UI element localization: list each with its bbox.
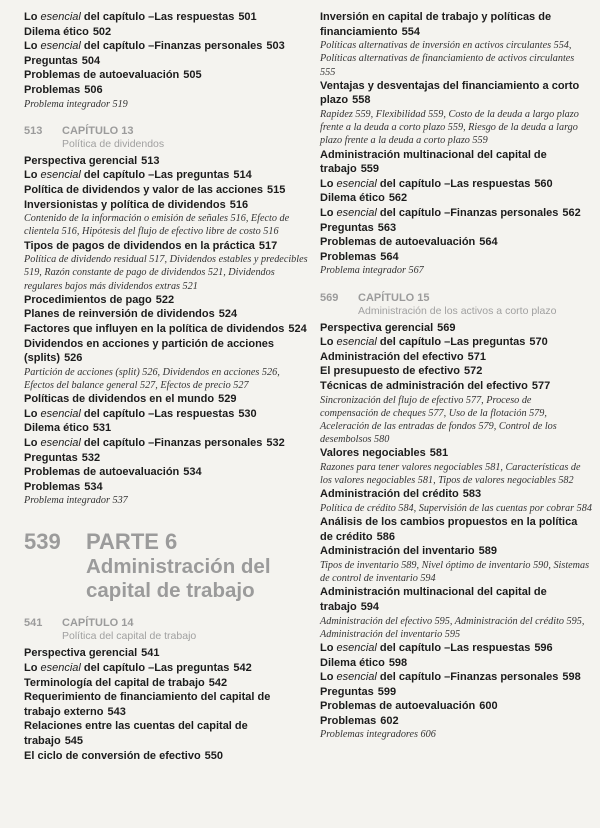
entry-title: Tipos de pagos de dividendos en la práctica <box>24 239 255 252</box>
entry-page-number: 532 <box>266 436 285 449</box>
entry-page-number: 530 <box>238 407 257 420</box>
entry-page-number: 589 <box>478 545 497 558</box>
entry-title-rest: del capítulo –Finanzas personales <box>80 436 263 449</box>
toc-entry <box>24 322 308 337</box>
toc-entry <box>24 83 308 98</box>
entry-page-number: 541 <box>141 647 160 660</box>
toc-entry <box>24 646 308 661</box>
chapter-label: CAPÍTULO 14 <box>62 617 134 630</box>
entry-title: Valores negociables <box>320 447 426 460</box>
toc-entry <box>24 293 308 308</box>
toc-entry <box>320 379 592 394</box>
entry-page-number: 522 <box>155 293 175 306</box>
toc-entry <box>24 451 308 466</box>
toc-entry <box>24 407 308 422</box>
entry-title-italic: esencial <box>40 40 81 53</box>
entry-title: Dilema ético <box>24 422 89 435</box>
entry-page-number: 558 <box>352 94 371 107</box>
toc-left-column <box>24 10 308 763</box>
toc-subentries: Sincronización del flujo de efectivo 577, Proceso de compensación de cheques 577, Uso de la flotación 579, Aceleración de las entradas de fondos 579, Control de los desembolsos 580 <box>320 394 557 446</box>
entry-title: Perspectiva gerencial <box>320 321 434 334</box>
toc-entry <box>320 177 592 192</box>
toc-entry <box>24 183 308 198</box>
entry-page-number: 599 <box>377 685 397 698</box>
entry-page-number: 562 <box>562 206 581 219</box>
entry-page-number: 517 <box>258 239 278 252</box>
entry-title-italic: esencial <box>40 169 81 182</box>
entry-title: Lo <box>320 177 337 190</box>
entry-title: Administración del inventario <box>320 545 475 558</box>
entry-title: Terminología del capital de trabajo <box>24 676 205 689</box>
entry-title: Lo <box>320 671 337 684</box>
toc-entry <box>320 10 592 39</box>
entry-page-number: 570 <box>529 336 548 349</box>
entry-page-number: 564 <box>479 236 498 249</box>
toc-subentries: Partición de acciones (split) 526, Dividendos en acciones 526, Efectos del balance general 527, Efectos de precio 527 <box>24 366 280 391</box>
toc-entry <box>24 198 308 213</box>
toc-entry <box>320 148 592 177</box>
entry-title: Problemas <box>320 250 377 263</box>
toc-entry <box>320 585 592 614</box>
entry-title-italic: esencial <box>336 671 377 684</box>
entry-page-number: 598 <box>388 656 408 669</box>
toc-entry <box>320 321 592 336</box>
toc-subentries: Política de crédito 584, Supervisión de las cuentas por cobrar 584 <box>320 502 592 514</box>
entry-title: Administración multinacional del capital de trabajo <box>320 586 547 613</box>
chapter-title: Política del capital de trabajo <box>62 630 197 643</box>
entry-page-number: 563 <box>377 221 397 234</box>
toc-subentries: Problema integrador 519 <box>24 98 128 110</box>
toc-entry <box>320 487 592 502</box>
entry-title: Administración del efectivo <box>320 350 464 363</box>
toc-entry <box>24 168 308 183</box>
entry-page-number: 501 <box>238 11 257 23</box>
toc-subentries: Problema integrador 567 <box>320 265 424 277</box>
chapter-13-heading <box>24 125 308 150</box>
toc-subentries: Problemas integradores 606 <box>320 729 436 741</box>
entry-title: Dilema ético <box>320 192 385 205</box>
toc-subentries: Administración del efectivo 595, Administración del crédito 595, Administración del inventario 595 <box>320 615 585 640</box>
entry-title: Lo <box>24 662 41 675</box>
entry-title: Problemas de autoevaluación <box>320 236 476 249</box>
toc-entry <box>24 68 308 83</box>
entry-title-rest: del capítulo –Las respuestas <box>80 11 235 23</box>
entry-title-rest: del capítulo –Las respuestas <box>80 407 235 420</box>
toc-entry <box>320 350 592 365</box>
entry-title-rest: del capítulo –Las respuestas <box>376 641 531 654</box>
entry-page-number: 598 <box>562 671 581 684</box>
chapter-14-heading <box>24 617 308 642</box>
entry-title: Lo <box>24 169 41 182</box>
entry-page-number: 505 <box>183 69 202 82</box>
entry-title: Lo <box>24 40 41 53</box>
toc-entry <box>320 206 592 221</box>
entry-title-italic: esencial <box>336 177 377 190</box>
entry-page-number: 560 <box>534 177 553 190</box>
entry-page-number: 550 <box>204 749 224 762</box>
entry-page-number: 504 <box>81 54 101 67</box>
entry-title: Inversionistas y política de dividendos <box>24 198 226 211</box>
entry-page-number: 526 <box>64 352 83 365</box>
toc-entry <box>320 364 592 379</box>
toc-entry <box>320 250 592 265</box>
toc-entry <box>24 39 308 54</box>
entry-page-number: 572 <box>463 365 483 378</box>
part-page-number: 539 <box>24 529 61 555</box>
entry-page-number: 545 <box>64 735 84 748</box>
chapter-title: Administración de los activos a corto plazo <box>358 304 557 317</box>
entry-title-rest: del capítulo –Finanzas personales <box>376 671 559 684</box>
toc-entry <box>320 699 592 714</box>
chapter-label: CAPÍTULO 15 <box>358 291 430 304</box>
entry-title: Inversión en capital de trabajo y políticas de financiamiento <box>320 11 552 38</box>
entry-title-rest: del capítulo –Las preguntas <box>376 336 526 349</box>
entry-page-number: 529 <box>218 393 237 406</box>
entry-title: Planes de reinversión de dividendos <box>24 308 215 321</box>
entry-title: Problemas <box>24 480 81 493</box>
chapter-page-number: 569 <box>320 291 339 304</box>
toc-subentries: Política de dividendo residual 517, Dividendos estables y predecibles 519, Razón constante de pago de dividendos 521, Dividendos regulares bajos más dividendos extras 521 <box>24 254 308 292</box>
entry-title: Procedimientos de pago <box>24 293 152 306</box>
entry-title: Dilema ético <box>24 25 89 38</box>
entry-title: Factores que influyen en la política de dividendos <box>24 322 285 335</box>
entry-page-number: 602 <box>380 714 399 727</box>
toc-entry <box>24 661 308 676</box>
entry-page-number: 596 <box>534 641 553 654</box>
entry-title: Problemas de autoevaluación <box>24 466 180 479</box>
toc-entry <box>320 515 592 544</box>
toc-entry <box>24 480 308 495</box>
toc-entry <box>24 337 308 366</box>
entry-title-italic: esencial <box>336 336 377 349</box>
toc-right-column <box>320 10 592 742</box>
entry-title: Lo <box>320 641 337 654</box>
entry-title: Perspectiva gerencial <box>24 154 138 167</box>
toc-entry <box>320 446 592 461</box>
chapter-15-heading <box>320 292 592 317</box>
entry-page-number: 506 <box>84 83 103 96</box>
part-6-heading <box>24 529 308 603</box>
toc-subentries: Contenido de la información o emisión de señales 516, Efecto de clientela 516, Hipótesis del flujo de efectivo libre de costo 516 <box>24 213 290 238</box>
entry-page-number: 564 <box>380 250 399 263</box>
toc-entry <box>24 10 308 25</box>
entry-page-number: 515 <box>267 183 286 196</box>
entry-page-number: 542 <box>233 662 252 675</box>
toc-entry <box>24 749 308 764</box>
entry-title: Lo <box>320 206 337 219</box>
toc-entry <box>24 25 308 40</box>
part-label: PARTE 6 <box>86 529 178 555</box>
entry-title: Perspectiva gerencial <box>24 647 138 660</box>
entry-title: Ventajas y desventajas del financiamiento a corto plazo <box>320 79 580 107</box>
entry-title-italic: esencial <box>40 436 81 449</box>
entry-page-number: 543 <box>107 705 126 718</box>
toc-entry <box>320 714 592 729</box>
entry-page-number: 571 <box>467 350 487 363</box>
entry-title: Preguntas <box>24 451 78 464</box>
toc-entry <box>24 719 308 748</box>
entry-title: El presupuesto de efectivo <box>320 365 460 378</box>
chapter-title: Política de dividendos <box>62 137 165 150</box>
toc-subentries: Políticas alternativas de inversión en activos circulantes 554, Políticas alternativas de financiamiento de activos circulantes 555 <box>320 40 575 78</box>
entry-title: Lo <box>24 436 41 449</box>
entry-page-number: 577 <box>531 379 551 392</box>
entry-title: Preguntas <box>320 221 374 234</box>
entry-page-number: 581 <box>429 447 449 460</box>
entry-title: Dividendos en acciones y partición de acciones (splits) <box>24 337 275 365</box>
entry-title: Preguntas <box>24 54 78 67</box>
toc-entry <box>24 307 308 322</box>
entry-title-rest: del capítulo –Finanzas personales <box>80 40 263 53</box>
toc-entry <box>24 436 308 451</box>
entry-page-number: 524 <box>218 308 238 321</box>
entry-title: Problemas <box>320 714 377 727</box>
chapter-page-number: 513 <box>24 124 43 137</box>
toc-entry <box>24 421 308 436</box>
toc-entry <box>320 191 592 206</box>
entry-page-number: 513 <box>141 154 160 167</box>
entry-title: Administración multinacional del capital de trabajo <box>320 148 547 176</box>
toc-entry <box>320 685 592 700</box>
toc-subentries: Tipos de inventario 589, Nivel óptimo de inventario 590, Sistemas de control de inventario 594 <box>320 559 590 585</box>
entry-title-rest: del capítulo –Finanzas personales <box>376 206 559 219</box>
entry-title-italic: esencial <box>40 11 81 23</box>
entry-page-number: 502 <box>92 25 112 38</box>
toc-entry <box>24 676 308 691</box>
entry-title: Políticas de dividendos en el mundo <box>24 393 215 406</box>
entry-title: El ciclo de conversión de efectivo <box>24 749 201 762</box>
entry-page-number: 542 <box>208 676 228 689</box>
entry-title-italic: esencial <box>336 641 377 654</box>
toc-subentries: Rapidez 559, Flexibilidad 559, Costo de la deuda a largo plazo frente a la deuda a corto plazo 559, Riesgo de la deuda a largo plazo frente a la deuda a corto plazo 559 <box>320 108 579 147</box>
toc-entry <box>320 544 592 559</box>
entry-page-number: 514 <box>233 169 252 182</box>
entry-page-number: 586 <box>376 530 395 543</box>
toc-subentries: Problema integrador 537 <box>24 495 128 507</box>
entry-title-rest: del capítulo –Las preguntas <box>80 662 230 675</box>
entry-title-italic: esencial <box>40 407 81 420</box>
toc-entry <box>24 54 308 69</box>
entry-title: Técnicas de administración del efectivo <box>320 379 528 392</box>
entry-title: Relaciones entre las cuentas del capital de trabajo <box>24 720 248 748</box>
entry-title: Análisis de los cambios propuestos en la política de crédito <box>320 516 578 543</box>
chapter-label: CAPÍTULO 13 <box>62 124 134 137</box>
entry-title: Problemas de autoevaluación <box>320 700 476 713</box>
entry-title: Problemas de autoevaluación <box>24 69 180 82</box>
entry-title-rest: del capítulo –Las respuestas <box>376 177 531 190</box>
entry-page-number: 532 <box>81 451 101 464</box>
toc-entry <box>320 79 592 108</box>
entry-title: Preguntas <box>320 685 374 698</box>
entry-title: Requerimiento de financiamiento del capital de trabajo externo <box>24 691 271 718</box>
toc-entry <box>24 239 308 254</box>
entry-page-number: 531 <box>92 422 112 435</box>
entry-title: Lo <box>320 336 337 349</box>
toc-entry <box>320 335 592 350</box>
entry-page-number: 583 <box>462 488 482 501</box>
toc-entry <box>320 670 592 685</box>
entry-page-number: 554 <box>401 25 420 38</box>
entry-title: Política de dividendos y valor de las acciones <box>24 183 264 196</box>
entry-title-italic: esencial <box>40 662 81 675</box>
toc-subentries: Razones para tener valores negociables 581, Características de los valores negociables 581, Tipos de valores negociables 582 <box>320 461 581 487</box>
toc-entry <box>24 154 308 169</box>
entry-title: Problemas <box>24 83 81 96</box>
entry-title-rest: del capítulo –Las preguntas <box>80 169 230 182</box>
part-title-line-2: capital de trabajo <box>86 579 255 603</box>
entry-page-number: 600 <box>479 700 498 713</box>
entry-page-number: 503 <box>266 40 285 53</box>
entry-page-number: 562 <box>388 192 408 205</box>
entry-page-number: 534 <box>183 466 202 479</box>
entry-page-number: 534 <box>84 480 103 493</box>
entry-page-number: 569 <box>437 321 456 334</box>
toc-entry <box>24 465 308 480</box>
toc-entry <box>320 656 592 671</box>
toc-entry <box>320 235 592 250</box>
toc-entry <box>24 690 308 719</box>
entry-page-number: 594 <box>360 600 380 613</box>
entry-title-italic: esencial <box>336 206 377 219</box>
toc-entry <box>320 641 592 656</box>
part-title-line-1: Administración del <box>86 555 271 579</box>
toc-entry <box>24 392 308 407</box>
toc-entry <box>320 221 592 236</box>
chapter-page-number: 541 <box>24 617 43 630</box>
entry-page-number: 516 <box>229 198 249 211</box>
entry-title: Dilema ético <box>320 656 385 669</box>
entry-title: Administración del crédito <box>320 488 459 501</box>
entry-title: Lo <box>24 407 41 420</box>
entry-page-number: 559 <box>360 163 380 176</box>
entry-title: Lo <box>24 11 41 23</box>
entry-page-number: 524 <box>288 322 307 335</box>
